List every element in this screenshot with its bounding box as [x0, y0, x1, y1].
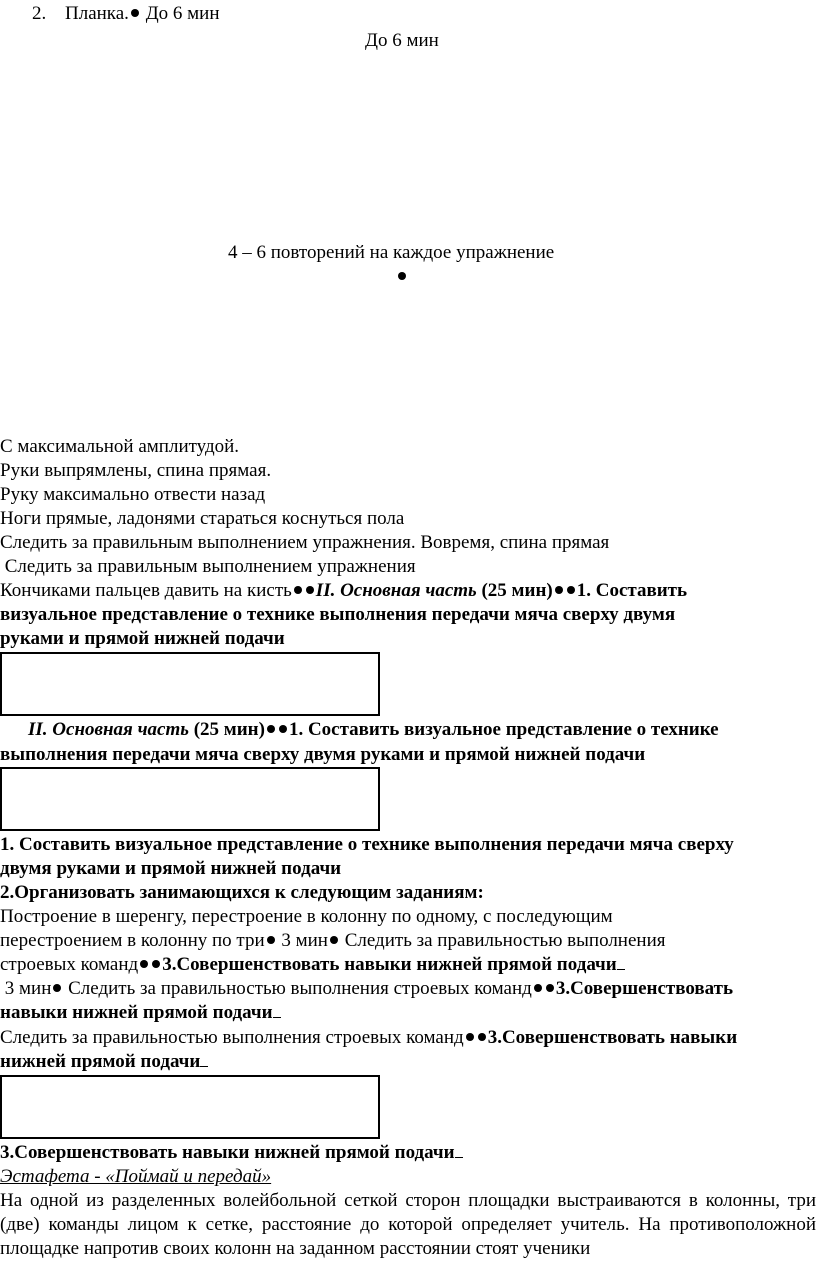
- bullet-icon: [267, 936, 275, 944]
- task-1-line: визуальное представление о технике выполнения передачи мяча сверху двумя: [0, 604, 676, 625]
- task-1-start: 1. Составить визуальное представление о технике: [288, 719, 719, 740]
- text-span: Следить за правильностью выполнения строевых команд: [0, 1027, 464, 1048]
- bullet-icon: [279, 725, 287, 733]
- bullet-icon: [330, 936, 338, 944]
- body-line: [0, 929, 665, 952]
- item-2-line: [32, 2, 220, 25]
- repetitions-text: 4 – 6 повторений на каждое упражнение: [228, 242, 555, 263]
- empty-frame: [0, 1075, 380, 1139]
- task-3-line: [0, 1050, 208, 1073]
- note-line: Руку максимально отвести назад: [0, 484, 266, 505]
- bullet-icon: [267, 725, 275, 733]
- underline-mark: [273, 1003, 281, 1018]
- empty-frame: [0, 652, 380, 716]
- text-span: нижней прямой подачи: [0, 1051, 201, 1072]
- body-line: [0, 977, 733, 1000]
- text-span: навыки нижней прямой подачи: [0, 1002, 273, 1023]
- part-heading-line: [28, 718, 719, 741]
- task-3-heading: 3.Совершенствовать навыки нижней прямой подачи: [162, 954, 617, 975]
- note-line: С максимальной амплитудой.: [0, 436, 240, 457]
- bullet-icon: [396, 265, 408, 288]
- text-span: 3.Совершенствовать навыки нижней прямой подачи: [0, 1142, 455, 1163]
- body-line: [0, 1026, 737, 1049]
- bullet-icon: [534, 984, 542, 992]
- body-line: Построение в шеренгу, перестроение в колонну по одному, с последующим: [0, 906, 613, 927]
- note-line: Ноги прямые, ладонями стараться коснуться пола: [0, 508, 405, 529]
- text-span: перестроением в колонну по три: [0, 930, 265, 951]
- empty-frame: [0, 767, 380, 831]
- bullet-icon: [466, 1033, 474, 1041]
- bullet-icon: [567, 586, 575, 594]
- task-3-heading: 3.Совершенствовать навыки: [487, 1027, 738, 1048]
- text-span: Следить за правильностью выполнения строевых команд: [68, 978, 532, 999]
- duration-center: До 6 мин: [365, 30, 439, 51]
- bullet-icon: [152, 960, 160, 968]
- note-line: Следить за правильным выполнением упражнения. Вовремя, спина прямая: [0, 532, 610, 553]
- task-3-heading: [0, 1141, 463, 1164]
- task-1-line: руками и прямой нижней подачи: [0, 628, 285, 649]
- text-span: 3 мин: [0, 978, 52, 999]
- note-line: Руки выпрямлены, спина прямая.: [0, 460, 272, 481]
- bullet-icon: [306, 586, 314, 594]
- bullet-icon: [131, 9, 139, 17]
- body-line: [0, 953, 625, 976]
- part-time: (25 мин): [481, 580, 553, 601]
- task-2-heading: 2.Организовать занимающихся к следующим заданиям:: [0, 882, 484, 903]
- bullet-icon: [53, 984, 61, 992]
- task-1-line: выполнения передачи мяча сверху двумя руками и прямой нижней подачи: [0, 744, 646, 765]
- text-span: Следить за правильностью выполнения: [344, 930, 666, 951]
- underline-mark: [455, 1143, 463, 1158]
- item-text: Планка.: [65, 3, 129, 24]
- bullet-icon: [546, 984, 554, 992]
- bullet-icon: [555, 586, 563, 594]
- bullet-icon: [140, 960, 148, 968]
- relay-description: На одной из разделенных волейбольной сеткой сторон площадки выстраиваются в колонны, три (две) команды лицом к сетке, расстояние до которой определяет учитель. На противоположной площадке напротив своих колонн на заданном расстоянии стоят ученики: [0, 1190, 816, 1259]
- underline-mark: [200, 1052, 208, 1067]
- underline-mark: [617, 955, 625, 970]
- fingers-text: Кончиками пальцев давить на кисть: [0, 580, 292, 601]
- bullet-icon: [294, 586, 302, 594]
- item-number: 2.: [32, 3, 47, 24]
- task-3-line: [0, 1001, 281, 1024]
- bullet-icon: [478, 1033, 486, 1041]
- text-span: строевых команд: [0, 954, 139, 975]
- task-3-heading: 3.Совершенствовать: [555, 978, 734, 999]
- task-1-line: двумя руками и прямой нижней подачи: [0, 858, 342, 879]
- relay-title: Эстафета - «Поймай и передай»: [0, 1166, 272, 1187]
- text-span: 3 мин: [281, 930, 328, 951]
- part-time: (25 мин): [193, 719, 265, 740]
- task-1-start: 1. Составить: [576, 580, 688, 601]
- task-1-line: 1. Составить визуальное представление о технике выполнения передачи мяча сверху: [0, 834, 734, 855]
- part-title: II. Основная часть: [28, 719, 189, 740]
- note-line: Следить за правильным выполнением упражнения: [0, 556, 416, 577]
- fingers-line: [0, 579, 687, 602]
- item-duration: До 6 мин: [145, 3, 220, 24]
- part-title: II. Основная часть: [315, 580, 477, 601]
